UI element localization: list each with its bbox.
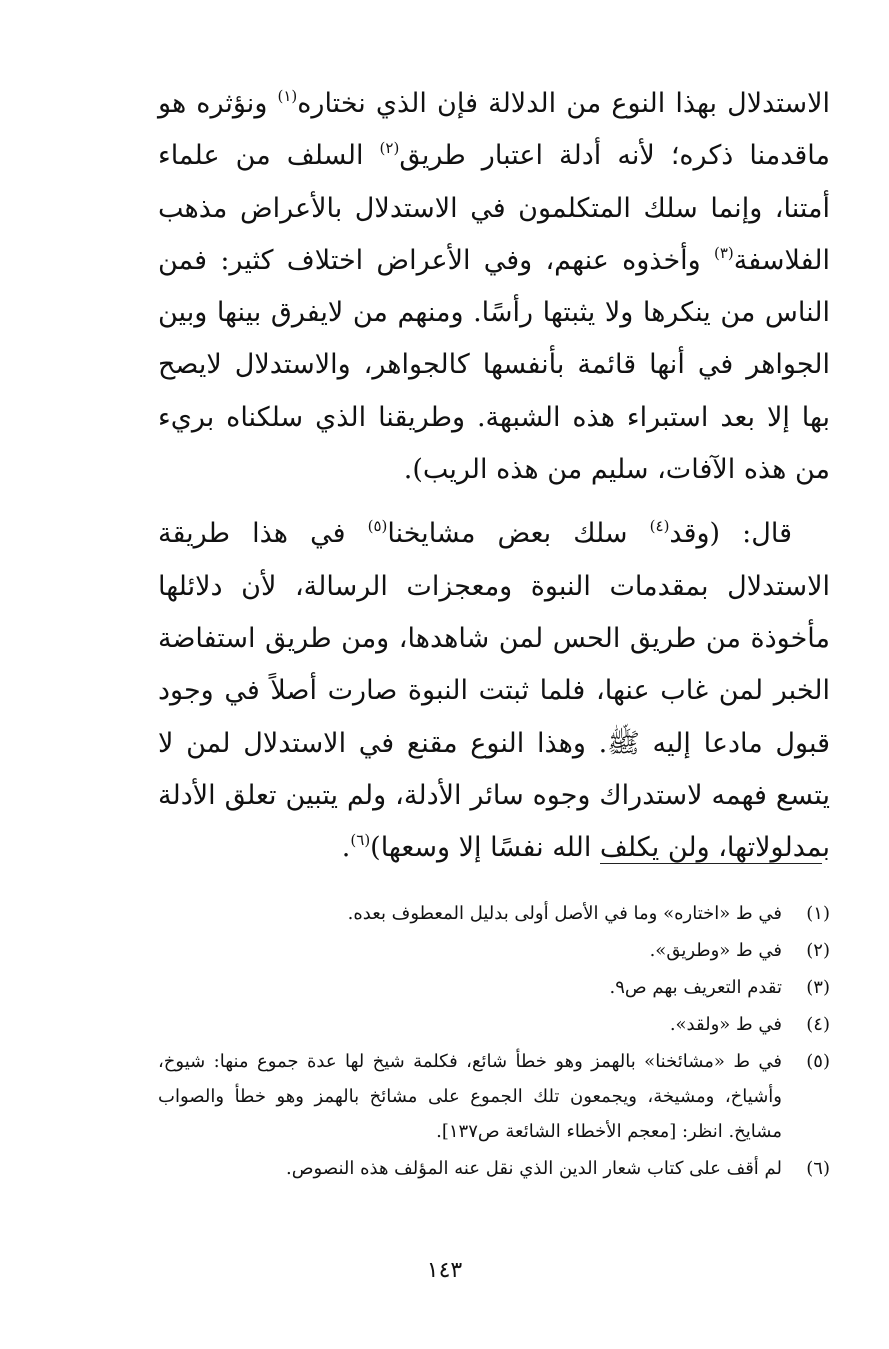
footnote-item [158, 970, 830, 1005]
footnote-text: لم أقف على كتاب شعار الدين الذي نقل عنه المؤلف هذه النصوص. [286, 1158, 782, 1179]
footnote-number: (٢) [806, 940, 830, 961]
footnote-item [158, 896, 830, 931]
text-run: . [341, 832, 351, 864]
footnote-ref-1: (١) [277, 87, 298, 105]
text-run: السلف من علماء أمتنا، وإنما سلك المتكلمون في الاستدلال بالأعراض مذهب الفلاسفة [158, 140, 830, 276]
footnote-divider [600, 863, 822, 864]
footnote-ref-4: (٤) [649, 517, 670, 536]
text-run: الاستدلال بهذا النوع من الدلالة فإن الذي نختاره [297, 88, 830, 119]
footnote-text: في ط «مشائخنا» بالهمز وهو خطأ شائع، فكلمة شيخ لها عدة جموع منها: شيوخ، وأشياخ، ومشيخة، ويجمعون تلك الجموع على مشائخ بالهمز وهو خطأ والصواب مشايخ. انظر: [معجم الأخطاء الشائعة ص١٣٧]. [158, 1051, 782, 1142]
footnote-item [158, 933, 830, 968]
footnote-number: (٥) [806, 1051, 830, 1072]
text-run: قال: (وقد [669, 518, 792, 550]
footnote-ref-6: (٦) [350, 831, 371, 850]
footnote-number: (٦) [806, 1158, 830, 1179]
footnote-text: تقدم التعريف بهم ص٩. [609, 977, 782, 998]
footnote-item [158, 1151, 830, 1186]
footnote-ref-5: (٥) [367, 517, 388, 536]
text-run: وأخذوه عنهم، وفي الأعراض اختلاف كثير: فمن الناس من ينكرها ولا يثبتها رأسًا. ومنهم من لايفرق بينها وبين الجواهر في أنها قائمة بأنفسها كالجواهر، والاستدلال لايصح بها إلا بعد استبراء هذه الشبهة. وطريقنا الذي سلكناه بريء من هذه الآفات، سليم من هذه الريب). [158, 244, 830, 486]
footnote-item [158, 1007, 830, 1042]
text-run: ونؤثره هو ماقدمنا ذكره؛ لأنه أدلة اعتبار طريق [158, 88, 831, 172]
footnote-text: في ط «اختاره» وما في الأصل أولى بدليل المعطوف بعده. [347, 903, 782, 924]
text-run: سلك بعض مشايخنا [387, 518, 650, 550]
footnote-ref-3: (٣) [713, 243, 734, 262]
footnote-number: (٤) [806, 1014, 830, 1035]
paragraph-2 [158, 508, 830, 874]
text-run: في هذا طريقة الاستدلال بمقدمات النبوة ومعجزات الرسالة، لأن دلائلها مأخوذة من طريق الحس لمن شاهدها، ومن طريق استفاضة الخبر لمن غاب عنها، فلما ثبتت النبوة صارت أصلاً في وجود قبول مادعا إليه ﷺ. وهذا النوع مقنع في الاستدلال لمن لا يتسع فهمه لاستدراك وجوه سائر الأدلة، ولم يتبين تعلق الأدلة بمدلولاتها، ولن يكلف الله نفسًا إلا وسعها) [158, 518, 830, 864]
footnote-number: (١) [806, 903, 830, 924]
footnote-text: في ط «وطريق». [649, 940, 782, 961]
footnote-number: (٣) [806, 977, 830, 998]
footnote-ref-2: (٢) [379, 139, 400, 158]
footnotes [158, 896, 830, 1188]
footnote-text: في ط «ولقد». [669, 1014, 782, 1035]
footnote-item [158, 1044, 830, 1149]
page-number: ١٤٣ [426, 1258, 463, 1283]
paragraph-1 [158, 78, 830, 496]
main-text [158, 78, 830, 874]
